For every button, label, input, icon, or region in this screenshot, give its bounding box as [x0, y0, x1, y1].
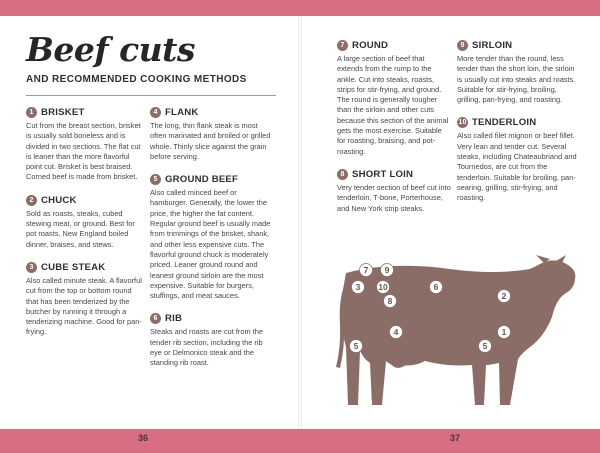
cut-name: CHUCK	[41, 194, 77, 206]
right-page-number: 37	[450, 433, 461, 443]
svg-text:9: 9	[384, 265, 390, 275]
number-badge: 10	[458, 119, 467, 127]
cut-name: BRISKET	[41, 107, 85, 118]
cut-cube-steak	[26, 262, 143, 338]
marker-1	[498, 326, 511, 339]
right-column-2	[457, 40, 578, 216]
marker-8	[384, 295, 397, 308]
svg-text:8: 8	[387, 296, 393, 306]
left-column-2	[150, 107, 272, 381]
cut-markers	[330, 255, 582, 415]
cut-short-loin	[337, 169, 451, 214]
marker-6	[430, 281, 443, 294]
cut-name: ROUND	[352, 40, 389, 51]
svg-text:5: 5	[353, 341, 359, 351]
book-spine	[298, 16, 302, 429]
top-color-band	[0, 0, 600, 16]
marker-7	[360, 264, 373, 277]
cut-description: A large section of beef that extends from the rump to the ankle. Cut into steaks, roasts, strips for stir-frying, and ground. The round is generally tougher than the sirloin and other cuts because this section of the animal gets the most exercise. Suitable for roasting, braising, and pot-roasting.	[337, 54, 449, 156]
cut-description: Very tender section of beef cut into tenderloin, T-bone, Porterhouse, and New York strip steaks.	[337, 182, 451, 213]
svg-text:10: 10	[378, 282, 388, 292]
page-subtitle: AND RECOMMENDED COOKING METHODS	[26, 74, 247, 85]
svg-text:2: 2	[501, 291, 507, 301]
marker-5-front	[479, 340, 492, 353]
cut-name: CUBE STEAK	[41, 261, 106, 273]
cut-name: RIB	[165, 313, 183, 325]
cut-description: Steaks and roasts are cut from the tender rib section, including the rib eye or Delmonico steak and the standing rib roast.	[150, 327, 263, 368]
cut-chuck	[26, 195, 143, 250]
number-badge: 2	[26, 195, 37, 206]
number-badge: 7	[337, 40, 348, 51]
cut-name: SHORT LOIN	[352, 168, 414, 180]
left-page-number: 36	[138, 433, 149, 443]
number-badge: 3	[26, 262, 37, 273]
cut-brisket	[26, 107, 143, 183]
marker-9	[381, 264, 394, 277]
cut-name: SIRLOIN	[472, 40, 513, 51]
svg-text:4: 4	[393, 327, 399, 337]
cut-description: More tender than the round, less tender than the short loin, the sirloin is usually cut into steaks and roasts. Suitable for stir-frying, broiling, grilling, pan-frying, and roasting.	[457, 54, 576, 105]
cut-ground-beef	[150, 174, 272, 301]
marker-2	[498, 290, 511, 303]
marker-4	[390, 326, 403, 339]
cut-description: Sold as roasts, steaks, cubed stewing meat, or ground. Best for pot roasts, New England boiled dinner, braises, and stews.	[26, 208, 135, 249]
title-divider	[26, 95, 276, 96]
number-badge: 6	[150, 313, 161, 324]
cut-sirloin	[457, 40, 578, 105]
cut-round	[337, 40, 451, 157]
svg-text:5: 5	[482, 341, 488, 351]
marker-3	[352, 281, 365, 294]
number-badge: 1	[26, 107, 37, 118]
number-badge: 9	[457, 40, 468, 51]
page-title: Beef cuts	[26, 30, 195, 69]
svg-text:3: 3	[355, 282, 361, 292]
marker-10	[377, 281, 390, 294]
svg-text:6: 6	[433, 282, 439, 292]
number-badge: 5	[150, 174, 161, 185]
bottom-color-band	[0, 429, 600, 453]
right-column-1	[337, 40, 451, 226]
cut-description: Cut from the breast section, brisket is usually sold boneless and is divided in two sections. The flat cut is leaner than the more flavorful point cut. Brisket is best braised. Corned beef is made from brisket.	[26, 121, 141, 182]
cut-rib	[150, 313, 272, 368]
cut-name: FLANK	[165, 107, 199, 118]
cut-description: Also called minced beef or hamburger. Generally, the lower the price, the higher the fat content. Regular ground beef is usually made from trimmings of the brisket, shank, and other less expensive cuts. The flavorful ground chuck is moderately priced. Leaner ground round and leanest ground sirloin are the most expensive. Suitable for burgers, stuffings, and meat sauces.	[150, 188, 271, 301]
cut-name: GROUND BEEF	[165, 174, 239, 186]
number-badge: 4	[150, 107, 161, 118]
left-column-1	[26, 107, 143, 350]
cut-description: Also called minute steak. A flavorful cut from the top or bottom round that has been tenderized by the butcher by running it through a tenderizing machine. Good for pan-frying.	[26, 275, 142, 337]
cut-description: The long, thin flank steak is most often marinated and broiled or grilled whole. Thinly slice against the grain before serving.	[150, 121, 271, 161]
cut-flank	[150, 107, 272, 162]
marker-5-rear	[350, 340, 363, 353]
cow-cuts-diagram	[330, 255, 582, 415]
number-badge: 8	[337, 169, 348, 180]
cut-name: TENDERLOIN	[472, 117, 537, 129]
svg-text:1: 1	[501, 327, 507, 337]
cut-tenderloin	[457, 117, 578, 203]
cut-description: Also called filet mignon or beef fillet. Very lean and tender cut. Several steaks, including Chateaubriand and Tournedos, are cut from the tenderloin. Suitable for broiling, pan-searing, grilling, stir-frying, and roasting.	[457, 131, 577, 203]
svg-text:7: 7	[363, 265, 369, 275]
